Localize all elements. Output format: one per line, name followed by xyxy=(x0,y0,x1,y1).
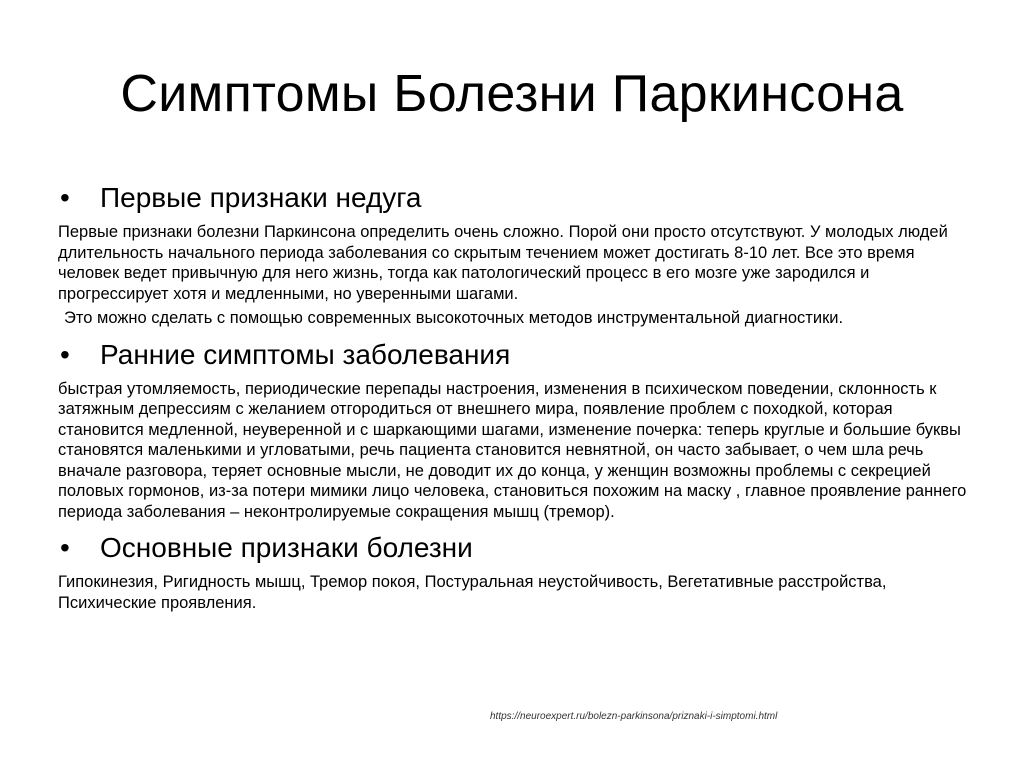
section-heading xyxy=(58,528,968,568)
bullet-icon: • xyxy=(60,182,70,213)
slide-title: Симптомы Болезни Паркинсона xyxy=(120,65,904,123)
bullet-icon: • xyxy=(60,338,70,370)
heading-text: Ранние симптомы заболевания xyxy=(100,338,511,370)
section-heading xyxy=(58,178,968,218)
paragraph: Гипокинезия, Ригидность мышц, Тремор покоя, Постуральная неустойчивость, Вегетативные расстройства, Психические проявления. xyxy=(58,573,887,612)
section-main-signs xyxy=(58,528,968,613)
section-early-symptoms xyxy=(58,335,968,523)
heading-text: Основные признаки болезни xyxy=(100,532,473,563)
bullet-icon: • xyxy=(60,532,70,563)
paragraph: Это можно сделать с помощью современных высокоточных методов инструментальной диагностики. xyxy=(64,309,844,327)
paragraph: быстрая утомляемость, периодические перепады настроения, изменения в психическом поведении, склонность к затяжным депрессиям с желанием отгородиться от внешнего мира, появление проблем с походкой, которая становится медленной, неуверенной и с шаркающими шагами, изменение почерка: теперь круглые и большие буквы становятся маленькими и угловатыми, речь пациента становится невнятной, он часто забывает, о чем шла речь вначале разговора, теряет основные мысли, не доводит их до конца, у женщин возможны проблемы с секрецией половых гормонов, из-за потери мимики лицо человека, становиться похожим на маску , главное проявление раннего периода заболевания – неконтролируемые сокращения мышц (тремор). xyxy=(58,379,967,521)
paragraph: Первые признаки болезни Паркинсона определить очень сложно. Порой они просто отсутствуют. У молодых людей длительность начального периода заболевания со скрытым течением может достигать 8-10 лет. Все это время человек ведет привычную для него жизнь, тогда как патологический процесс в его мозге уже зародился и прогрессирует хотя и медленными, но уверенными шагами. xyxy=(58,223,948,303)
heading-text: Первые признаки недуга xyxy=(100,182,422,213)
section-first-signs xyxy=(58,178,968,329)
slide-content xyxy=(58,178,968,615)
source-link[interactable]: https://neuroexpert.ru/bolezn-parkinsona/priznaki-i-simptomi.html xyxy=(490,711,778,722)
section-heading xyxy=(58,335,968,375)
